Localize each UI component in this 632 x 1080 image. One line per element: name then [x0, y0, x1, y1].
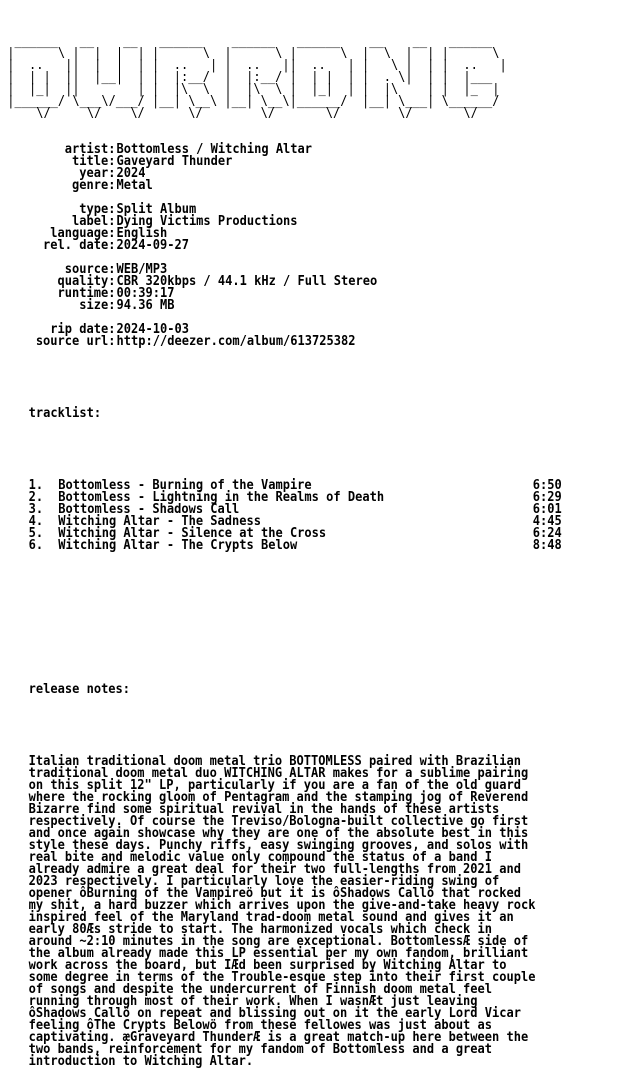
track-number: 1. — [28, 478, 44, 493]
notes-line: and once again showcase why they are one of the absolute best in this — [28, 826, 529, 841]
track-title: Witching Altar - The Crypts Below — [58, 538, 298, 553]
info-colon: : — [108, 226, 116, 241]
info-label: label — [72, 214, 109, 229]
notes-line: style these days. Punchy riffs, easy swinging grooves, and solos with — [28, 838, 529, 853]
notes-line: ôShadows Callö on repeat and blissing out on it the early Lord Vicar — [28, 1006, 521, 1021]
notes-line: real bite and melodic value only compound the status of a band I — [28, 850, 493, 865]
info-row — [0, 300, 585, 312]
info-value: Split Album — [116, 202, 197, 217]
info-value: 2024 — [116, 166, 146, 181]
notes-line: Italian traditional doom metal trio BOTTOMLESS paired with Brazilian — [28, 754, 521, 769]
release-notes-heading: release notes: — [28, 682, 131, 697]
info-value: English — [116, 226, 168, 241]
info-label: genre — [72, 178, 109, 193]
info-value: CBR 320kbps / 44.1 kHz / Full Stereo — [116, 274, 378, 289]
info-label: quality — [57, 274, 109, 289]
track-title: Bottomless - Lightning in the Realms of Death — [58, 490, 385, 505]
notes-line: feeling ôThe Crypts Belowö from these fellowes was just about as — [28, 1018, 493, 1033]
track-title: Bottomless - Shadows Call — [58, 502, 240, 517]
track-duration: 8:48 — [532, 538, 562, 553]
logo-line: \/ \/ \/ \/ \/ \/ \/ \/ — [0, 106, 478, 121]
info-colon: : — [108, 214, 116, 229]
track-number: 6. — [28, 538, 44, 553]
notes-line: my shit, a hard buzzer which arrives upon the give-and-take heavy rock — [28, 898, 536, 913]
track-duration: 4:45 — [532, 514, 562, 529]
notes-line: respectively. Of course the Treviso/Bologna-built collective go first — [28, 814, 529, 829]
track-number: 5. — [28, 526, 44, 541]
info-colon: : — [108, 286, 116, 301]
info-colon: : — [108, 178, 116, 193]
info-value: 2024-10-03 — [116, 322, 189, 337]
tracklist — [0, 480, 585, 552]
spacer — [0, 372, 585, 384]
info-row — [0, 240, 585, 252]
spacer — [0, 612, 585, 624]
notes-line: some degree in terms of the Trouble-esque step into their first couple — [28, 970, 536, 985]
info-colon: : — [108, 262, 116, 277]
notes-line: opener ôBurning of the Vampireö but it is ôShadows Callö that rocked — [28, 886, 521, 901]
info-value: 94.36 MB — [116, 298, 175, 313]
info-value: 2024-09-27 — [116, 238, 189, 253]
notes-line: captivating. æGraveyard ThunderÆ is a great match-up here between the — [28, 1030, 529, 1045]
logo-line: | .. || | | | | .. | | .. || .. | | \ | | | .. | — [0, 58, 507, 73]
info-label: artist — [64, 142, 109, 157]
info-label: runtime — [57, 286, 109, 301]
notes-line: introduction to Witching Altar. — [28, 1054, 254, 1069]
track-duration: 6:24 — [532, 526, 562, 541]
track-duration: 6:29 — [532, 490, 562, 505]
track-row — [0, 540, 585, 552]
info-label: language — [50, 226, 109, 241]
track-duration: 6:01 — [532, 502, 562, 517]
notes-line: already admire a great deal for their two full-lengths from 2021 and — [28, 862, 521, 877]
track-title: Bottomless - Burning of the Vampire — [58, 478, 312, 493]
info-label: source url — [35, 334, 109, 349]
notes-line: work across the board, but IÆd been surprised by Witching Altar to — [28, 958, 507, 973]
info-label: title — [72, 154, 109, 169]
release-notes — [0, 756, 585, 1068]
ascii-logo — [0, 24, 585, 120]
logo-line: |______/ \___\/___/ |__| \__\ |__| \__\|______/ |__| \___| \______/ — [0, 94, 500, 109]
info-label: rel. date — [43, 238, 109, 253]
release-info — [0, 144, 585, 348]
info-colon: : — [108, 202, 116, 217]
info-label: rip date — [50, 322, 109, 337]
info-value: Dying Victims Productions — [116, 214, 298, 229]
notes-line: where the rocking gloom of Pentagram and the stamping jog of Reverend — [28, 790, 529, 805]
info-value: Metal — [116, 178, 153, 193]
logo-line: | | | || |__| | | |:__/ | |:__/ | | | | | . \| | | |___ — [0, 70, 493, 85]
info-label: size — [79, 298, 109, 313]
info-value: Bottomless / Witching Altar — [116, 142, 313, 157]
track-title: Witching Altar - The Sadness — [58, 514, 261, 529]
notes-line: running through most of their work. When I wasnÆt just leaving — [28, 994, 478, 1009]
spacer — [0, 444, 585, 456]
notes-line: Bizarre find some spiritual revival in the hands of these artists — [28, 802, 500, 817]
spacer — [0, 720, 585, 732]
info-value: WEB/MP3 — [116, 262, 168, 277]
info-colon: : — [108, 238, 116, 253]
track-number: 4. — [28, 514, 44, 529]
info-row — [0, 336, 585, 348]
info-colon: : — [108, 322, 116, 337]
info-colon: : — [108, 142, 116, 157]
info-value: Gaveyard Thunder — [116, 154, 233, 169]
spacer — [0, 576, 585, 588]
info-colon: : — [108, 298, 116, 313]
notes-line: inspired feel of the Maryland trad-doom metal sound and gives it an — [28, 910, 514, 925]
info-value: http://deezer.com/album/613725382 — [116, 334, 356, 349]
notes-line: traditional doom metal duo WITCHING ALTAR makes for a sublime pairing — [28, 766, 529, 781]
spacer — [0, 648, 585, 660]
notes-line: of songs and despite the undercurrent of Finnish doom metal feel — [28, 982, 493, 997]
notes-line: on this split 12" LP, particularly if you are a fan of the old guard — [28, 778, 521, 793]
notes-line: early 80Æs stride to start. The harmonized vocals which check in — [28, 922, 493, 937]
track-number: 3. — [28, 502, 44, 517]
track-duration: 6:50 — [532, 478, 562, 493]
track-number: 2. — [28, 490, 44, 505]
info-row — [0, 180, 585, 192]
notes-line: around ~2:10 minutes in the song are exceptional. BottomlessÆ side of — [28, 934, 529, 949]
logo-line: ______ __ __ ______ ______ ______ __ __ ______ — [0, 34, 493, 49]
tracklist-heading: tracklist: — [28, 406, 102, 421]
info-colon: : — [108, 154, 116, 169]
info-label: year — [79, 166, 109, 181]
info-label: source — [64, 262, 109, 277]
notes-line: 2023 respectively. I particularly love the easier-riding swing of — [28, 874, 500, 889]
notes-line: two bands, reinforcement for my fandom of Bottomless and a great — [28, 1042, 493, 1057]
info-label: type — [79, 202, 109, 217]
info-colon: : — [108, 274, 116, 289]
logo-line: | |_| || | | |\ \ | |\ \ | |_| | | |\ | | |_ | — [0, 82, 500, 97]
track-title: Witching Altar - Silence at the Cross — [58, 526, 327, 541]
notes-line: the album already made this LP essential per my own fandom, brilliant — [28, 946, 529, 961]
info-value: 00:39:17 — [116, 286, 175, 301]
info-colon: : — [108, 166, 116, 181]
logo-line: | \ | | | | | \ | \ | \ | \ | | | \ — [0, 46, 500, 61]
info-colon: : — [108, 334, 116, 349]
